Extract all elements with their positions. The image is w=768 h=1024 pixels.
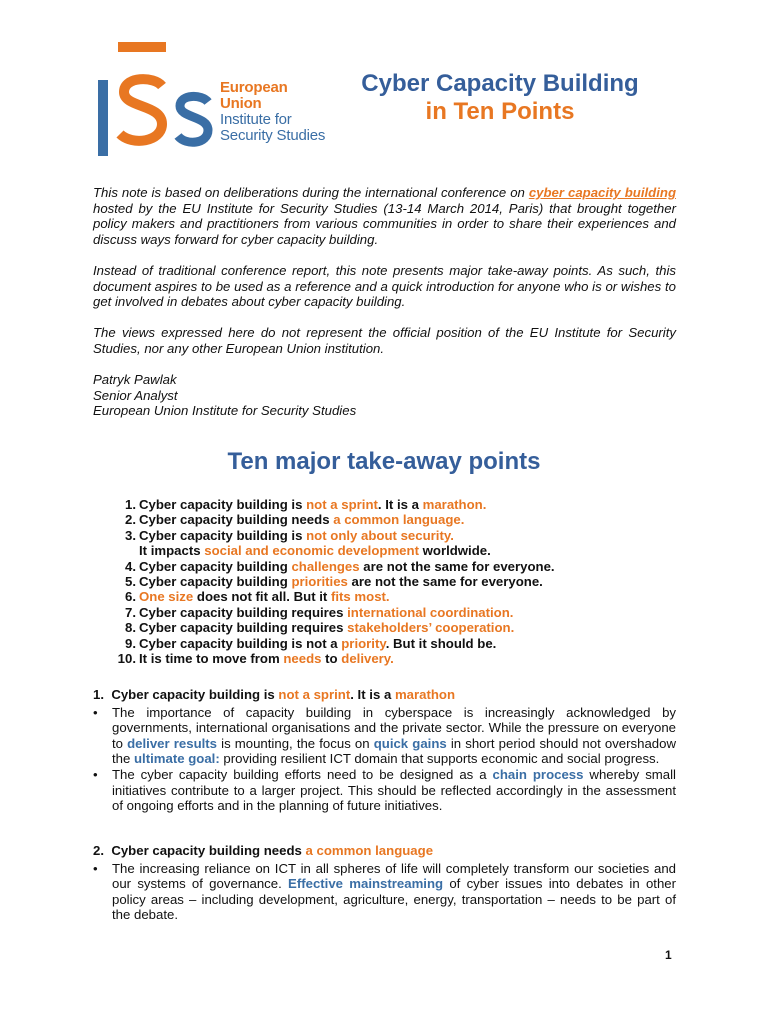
point-highlight: not only about security. <box>306 527 454 543</box>
point-number: 8. <box>125 620 136 636</box>
point-text: Cyber capacity building is not a <box>139 635 342 651</box>
point-text: . But it should be. <box>385 635 497 651</box>
intro-p1-text-b: hosted by the EU Institute for Security Studies (13-14 March 2014, Paris) that brought together policy makers and practitioners from various communities in order to share their experiences and discuss ways forward for cyber capacity building. <box>93 200 676 247</box>
point-text: It is time to move from <box>139 651 284 667</box>
logo-wordmark <box>220 80 325 144</box>
intro-paragraph-2: Instead of traditional conference report, this note presents major take-away points. As such, this document aspires to be used as a reference and a quick introduction for anyone who is or wishes to get involved in debates about cyber capacity building. <box>93 262 676 310</box>
iss-logo <box>96 42 326 160</box>
point-item <box>112 589 632 604</box>
bullet-text: whereby small initiatives contribute to a larger project. This should be reflected accordingly in the assessment of ongoing efforts and in the planning of future initiatives. <box>112 766 676 814</box>
ten-points-list <box>112 497 632 666</box>
point-highlight: delivery. <box>341 651 394 667</box>
point-item <box>112 605 632 620</box>
signature-org: European Union Institute for Security Studies <box>93 403 357 419</box>
bullet-keyword: ultimate goal: <box>134 751 220 767</box>
section-2-bullets <box>93 861 676 923</box>
point-item <box>112 636 632 651</box>
point-highlight: needs <box>283 651 322 667</box>
point-item <box>112 651 632 666</box>
point-text: Cyber capacity building requires <box>139 620 348 636</box>
bullet-keyword: Effective mainstreaming <box>288 876 444 892</box>
intro-paragraph-3: The views expressed here do not represent the official position of the EU Institute for Security Studies, nor any other European Union institution. <box>93 325 676 356</box>
point-text: are not the same for everyone. <box>359 558 555 574</box>
bullet-text: of cyber issues into debates in other policy areas – including development, agriculture, energy, transportation – needs to be part of the debate. <box>112 876 677 923</box>
point-text: does not fit all. But it <box>193 589 331 605</box>
point-highlight: international coordination. <box>347 604 514 620</box>
point-number: 1. <box>125 497 136 512</box>
document-title <box>330 70 670 126</box>
bullet-text: providing resilient ICT domain that supports economic and social progress. <box>219 751 660 767</box>
point-text: It impacts <box>139 543 205 559</box>
bullet-text: is mounting, the focus on <box>217 735 374 751</box>
section-heading-text: . It is a <box>350 687 395 702</box>
bullet-text: The importance of capacity building in cyberspace is increasingly acknowledged by governments, international organisations and the private sector. While the pressure on everyone to <box>112 704 676 751</box>
bullet-item <box>93 705 676 767</box>
bullet-text: The increasing reliance on ICT in all spheres of life will completely transform our societies and our systems of governance. <box>112 860 676 892</box>
point-number: 3. <box>125 527 136 543</box>
title-line-2: in Ten Points <box>425 98 575 125</box>
bullet-keyword: chain process <box>492 766 584 782</box>
point-number: 4. <box>125 558 136 574</box>
point-number: 2. <box>125 512 136 528</box>
section-heading-highlight: marathon <box>394 687 456 702</box>
point-number: 10. <box>117 651 136 667</box>
point-item <box>112 574 632 589</box>
point-text: Cyber capacity building is <box>139 497 307 512</box>
section-number: 2. <box>93 843 104 858</box>
point-highlight: social and economic development <box>204 543 419 559</box>
point-item <box>112 497 632 512</box>
point-item <box>112 559 632 574</box>
bullet-item <box>93 861 676 923</box>
point-number: 7. <box>125 604 136 620</box>
point-number: 9. <box>125 635 136 651</box>
point-text: . It is a <box>377 497 423 512</box>
intro-p1-text-a: This note is based on deliberations during the international conference on <box>93 185 529 200</box>
section-heading-text: Cyber capacity building is <box>111 687 279 702</box>
intro-paragraph-1 <box>93 185 676 247</box>
point-text: to <box>321 651 342 667</box>
point-item <box>112 620 632 635</box>
point-highlight: not a sprint <box>306 497 378 512</box>
point-text: Cyber capacity building needs <box>139 512 334 528</box>
point-highlight: stakeholders’ cooperation. <box>347 620 515 636</box>
section-heading-highlight: a common language <box>305 843 434 858</box>
point-highlight: marathon. <box>422 497 487 512</box>
bullet-text: in short period should not overshadow the <box>112 735 676 767</box>
intro-note <box>93 185 676 419</box>
section-1-bullets <box>93 705 676 814</box>
logo-line-union: Union <box>220 95 262 112</box>
ten-points-heading: Ten major take-away points <box>227 448 541 475</box>
title-line-1: Cyber Capacity Building <box>361 70 639 97</box>
section-2-heading <box>93 843 676 859</box>
point-item <box>112 512 632 527</box>
section-number: 1. <box>93 687 104 702</box>
point-highlight: a common language. <box>333 512 465 528</box>
point-number: 6. <box>125 589 136 605</box>
point-text: Cyber capacity building <box>139 558 292 574</box>
point-text: Cyber capacity building is <box>139 527 307 543</box>
point-text: are not the same for everyone. <box>347 574 543 590</box>
logo-line-institute: Institute for <box>220 111 292 128</box>
point-highlight: priority <box>341 635 386 651</box>
point-item <box>112 528 632 559</box>
point-highlight: priorities <box>291 574 348 590</box>
point-highlight: challenges <box>291 558 360 574</box>
bullet-item <box>93 767 676 814</box>
bullet-text: The cyber capacity building efforts need to be designed as a <box>112 766 493 782</box>
signature-name: Patryk Pawlak <box>93 372 177 388</box>
point-highlight: fits most. <box>330 589 390 605</box>
section-heading-highlight: not a sprint <box>278 687 351 702</box>
section-2 <box>93 843 676 923</box>
section-1-heading <box>93 687 676 703</box>
iss-logo-mark <box>96 42 216 160</box>
logo-line-security: Security Studies <box>220 127 326 144</box>
point-text: Cyber capacity building <box>139 574 292 590</box>
signature-role: Senior Analyst <box>93 387 178 403</box>
page-number: 1 <box>665 948 672 962</box>
point-text: Cyber capacity building requires <box>139 604 348 620</box>
point-number: 5. <box>125 574 136 590</box>
bullet-keyword: deliver results <box>127 735 218 751</box>
point-text: worldwide. <box>418 543 491 559</box>
section-1 <box>93 687 676 814</box>
logo-line-european: European <box>220 79 288 96</box>
point-highlight: One size <box>139 589 194 605</box>
cyber-capacity-building-link[interactable]: cyber capacity building <box>528 185 676 200</box>
bullet-keyword: quick gains <box>373 735 447 751</box>
section-heading-text: Cyber capacity building needs <box>111 843 306 858</box>
